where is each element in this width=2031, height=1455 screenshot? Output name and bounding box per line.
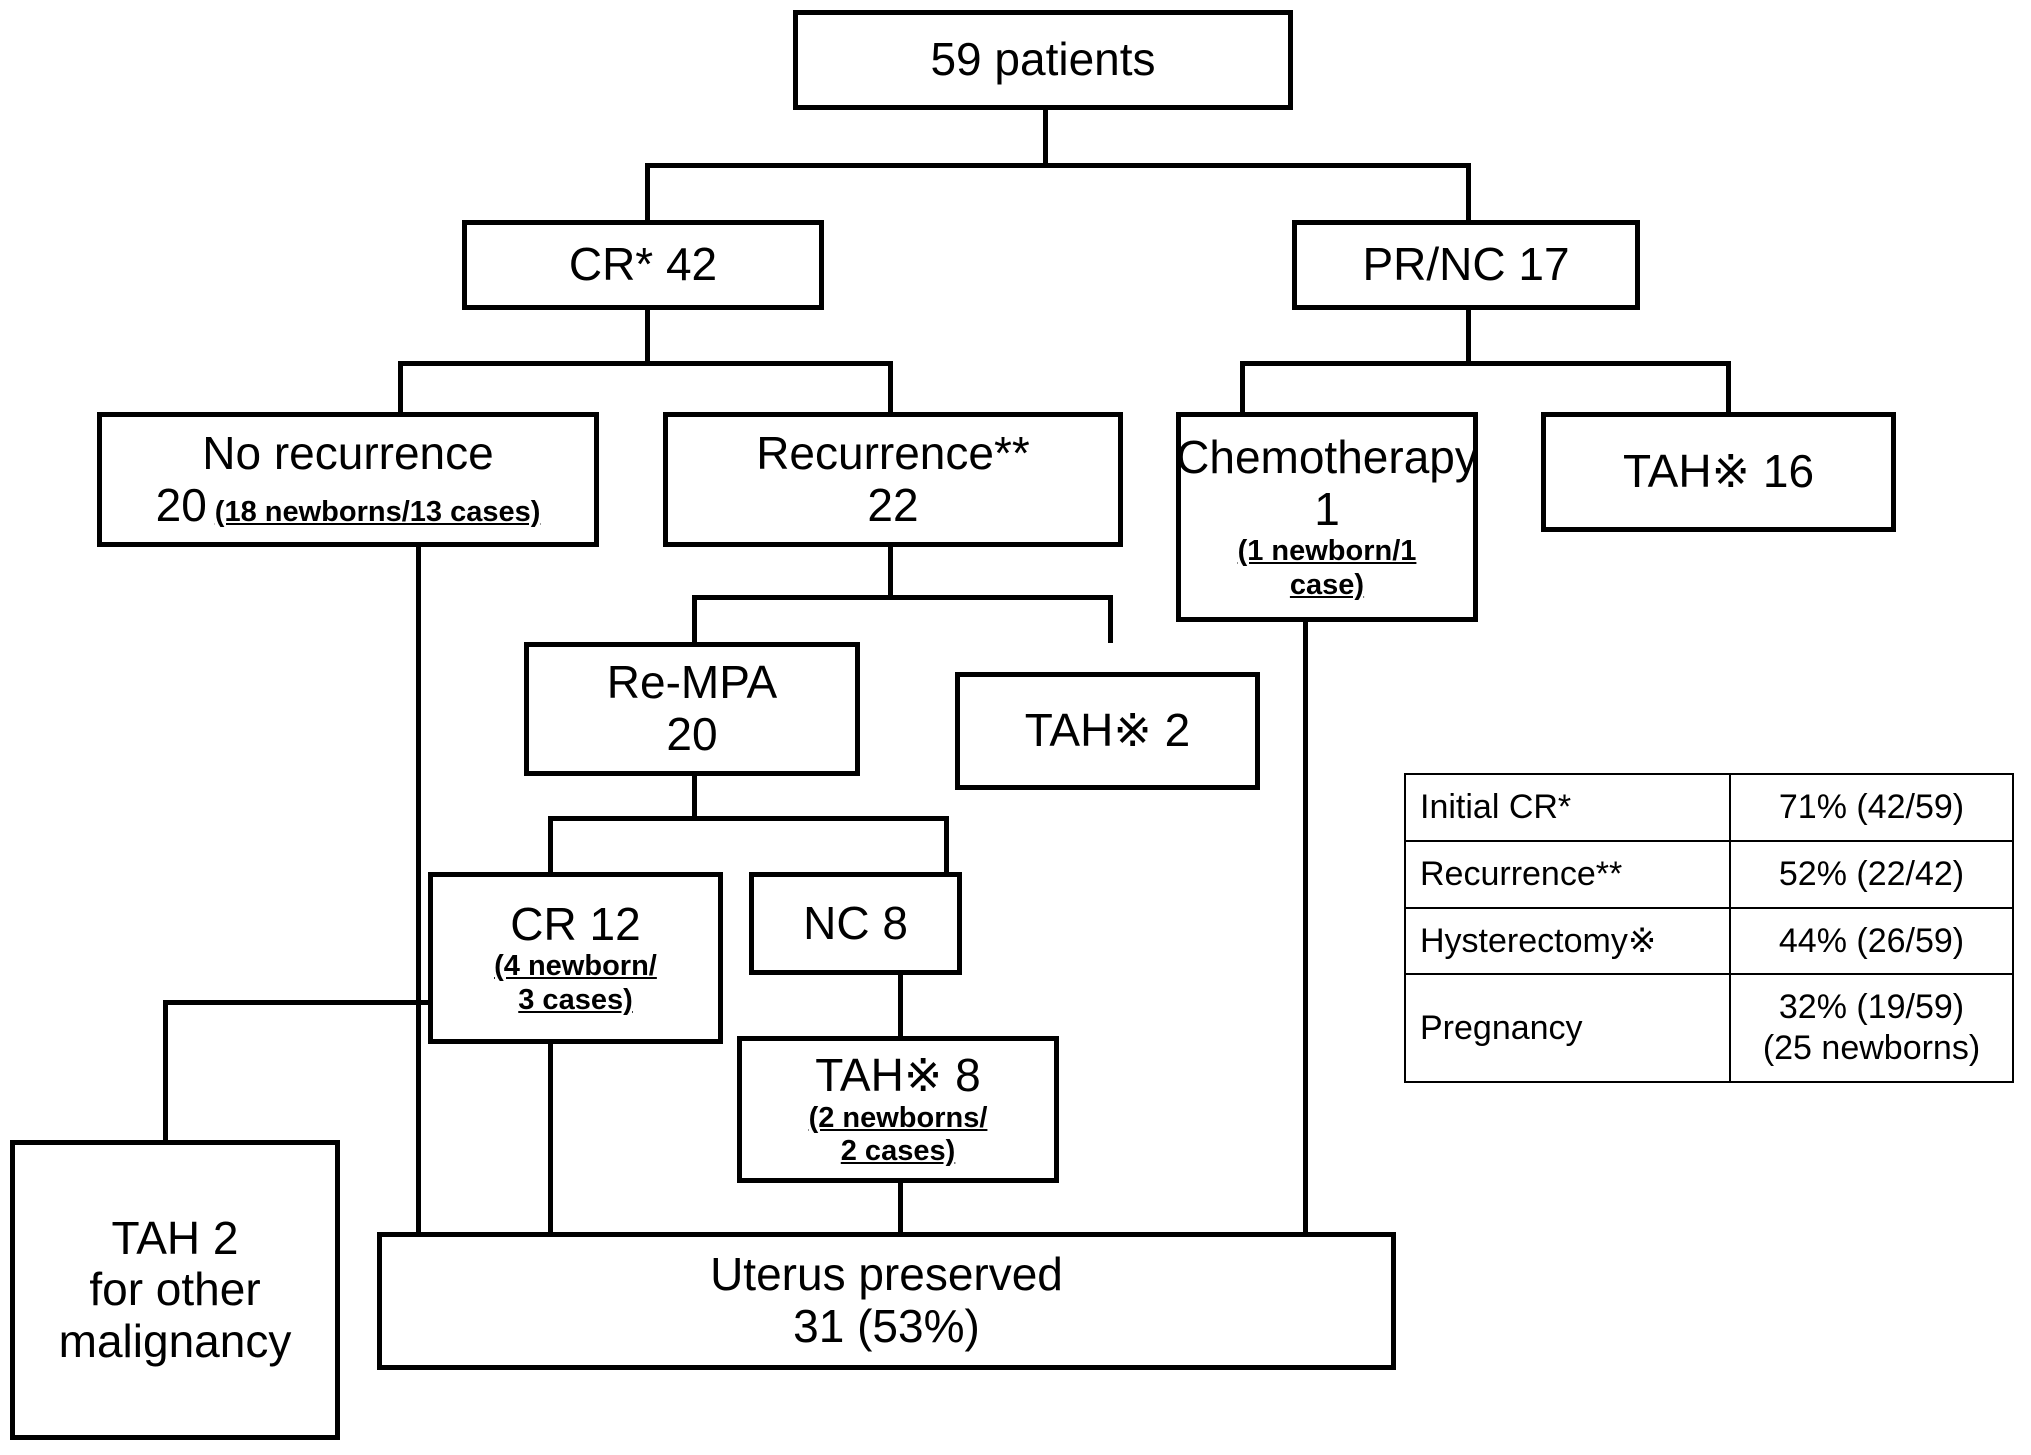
stat-value-initial-cr: 71% (42/59) (1730, 774, 2013, 841)
node-chemotherapy-label: Chemotherapy (1176, 431, 1478, 484)
node-tah-8-note-2: 2 cases) (840, 1135, 956, 1168)
node-tah-other-line-1: TAH 2 (111, 1211, 239, 1264)
connector-rempa-split (548, 816, 948, 821)
node-tah-other-line-2: for other (89, 1263, 261, 1316)
node-nc-8-label: NC 8 (803, 896, 908, 949)
connector-tah8-to-uterus (898, 1183, 903, 1235)
node-prnc-label: PR/NC 17 (1362, 238, 1570, 291)
node-uterus-preserved-count: 31 (53%) (793, 1300, 980, 1352)
connector-rempa-right (944, 816, 949, 872)
stat-value-hysterectomy: 44% (26/59) (1730, 908, 2013, 975)
stat-value-pregnancy (1730, 974, 2013, 1082)
node-re-mpa-count: 20 (666, 708, 718, 760)
connector-to-prnc (1466, 163, 1471, 223)
connector-cr-down (645, 308, 650, 365)
connector-prnc-left (1240, 361, 1245, 414)
connector-tahother-up (163, 1000, 168, 1142)
node-tah-16 (1541, 412, 1896, 532)
node-cr-12-note-2: 3 cases) (518, 983, 633, 1016)
connector-patients-split (645, 163, 1471, 168)
connector-recurrence-down (888, 545, 893, 600)
node-tah-2-label: TAH※ 2 (1024, 704, 1191, 757)
node-no-recurrence-label: No recurrence (202, 426, 494, 479)
node-re-mpa (524, 642, 860, 776)
connector-recurrence-right (1108, 595, 1113, 643)
summary-statistics-table (1404, 773, 2014, 1083)
connector-cr12-to-uterus (548, 1044, 553, 1235)
node-re-mpa-label: Re-MPA (606, 656, 778, 709)
node-tah-8-note-1: (2 newborns/ (808, 1101, 988, 1134)
connector-norecurrence-to-uterus (416, 545, 421, 1235)
node-recurrence-count: 22 (867, 478, 919, 531)
node-tah-2-other-malignancy (10, 1140, 340, 1440)
table-row (1405, 974, 2013, 1082)
connector-rempa-down (692, 776, 697, 820)
connector-to-cr (645, 163, 650, 223)
node-recurrence (663, 412, 1123, 547)
table-row (1405, 841, 2013, 908)
node-cr-12-label: CR 12 (510, 897, 641, 950)
connector-prnc-split (1240, 361, 1731, 366)
table-row (1405, 908, 2013, 975)
node-chemotherapy (1176, 412, 1478, 622)
connector-recurrence-left (692, 595, 697, 643)
connector-prnc-down (1466, 308, 1471, 365)
connector-rempa-left (548, 816, 553, 872)
node-uterus-preserved (377, 1232, 1396, 1370)
node-tah-16-label: TAH※ 16 (1622, 445, 1815, 498)
stat-label-hysterectomy: Hysterectomy※ (1405, 908, 1730, 975)
node-no-recurrence (97, 412, 599, 547)
stat-value-recurrence: 52% (22/42) (1730, 841, 2013, 908)
table-row (1405, 774, 2013, 841)
node-prnc (1292, 220, 1640, 310)
connector-recurrence-split (692, 595, 1112, 600)
node-tah-8-label: TAH※ 8 (815, 1049, 981, 1102)
stat-label-pregnancy: Pregnancy (1405, 974, 1730, 1082)
stat-value-pregnancy-primary: 32% (19/59) (1778, 988, 1965, 1027)
node-no-recurrence-note: (18 newborns/13 cases) (214, 495, 541, 528)
stat-label-recurrence: Recurrence** (1405, 841, 1730, 908)
node-59-patients-label: 59 patients (930, 33, 1156, 86)
node-cr-12-note-1: (4 newborn/ (494, 950, 657, 983)
node-tah-2 (955, 672, 1260, 790)
node-tah-other-line-3: malignancy (58, 1314, 292, 1367)
node-cr-12 (428, 872, 723, 1044)
node-cr (462, 220, 824, 310)
node-cr-label: CR* 42 (568, 238, 718, 291)
node-uterus-preserved-label: Uterus preserved (710, 1248, 1063, 1301)
node-nc-8 (749, 872, 962, 975)
node-chemotherapy-note-2: case) (1289, 568, 1365, 601)
node-59-patients (793, 10, 1293, 110)
node-tah-8 (737, 1036, 1059, 1183)
connector-patients-down (1043, 108, 1048, 166)
connector-prnc-right (1726, 361, 1731, 414)
connector-cr-left (398, 361, 403, 414)
connector-chemo-to-uterus (1303, 622, 1308, 1235)
connector-cr-right (888, 361, 893, 414)
stat-value-pregnancy-secondary: (25 newborns) (1762, 1029, 1981, 1068)
node-no-recurrence-count: 20 (155, 478, 207, 531)
node-recurrence-label: Recurrence** (756, 426, 1030, 479)
connector-cr12-left-branch (163, 1000, 436, 1005)
node-chemotherapy-note-1: (1 newborn/1 (1237, 535, 1417, 568)
node-chemotherapy-count: 1 (1314, 482, 1340, 535)
connector-cr-split (398, 361, 893, 366)
connector-nc8-to-tah8 (898, 975, 903, 1038)
stat-label-initial-cr: Initial CR* (1405, 774, 1730, 841)
